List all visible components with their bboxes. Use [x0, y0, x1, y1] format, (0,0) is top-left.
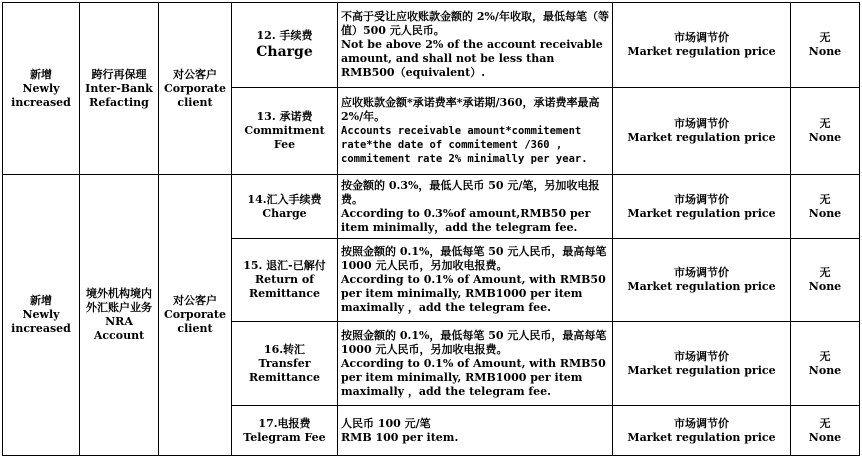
fee-description-cell	[338, 406, 613, 456]
remark-cell	[791, 88, 860, 175]
fee-description-en: RMB 100 per item.	[341, 430, 459, 444]
fee-description-zh: 人民币 100 元/笔	[341, 416, 431, 430]
price-cell	[613, 406, 791, 456]
business-en: NRA Account	[93, 315, 145, 342]
fee-description-zh: 按照金额的 0.1%，最低每笔 50 元人民币，最高每笔 1000 元人民币，另加收电报费。	[341, 328, 607, 356]
fee-description-en: Accounts receivable amount*commitement rate*the date of commitement /360 , commitement rate 2% minimally per year.	[341, 125, 588, 165]
price-zh: 市场调节价	[674, 266, 729, 279]
price-cell	[613, 239, 791, 322]
price-cell	[613, 322, 791, 406]
fee-name-zh: 17.电报费	[258, 416, 311, 430]
fee-table	[2, 2, 860, 456]
fee-description-cell	[338, 88, 613, 175]
price-en: Market regulation price	[627, 45, 776, 58]
fee-name-cell	[232, 175, 338, 239]
client-cell	[159, 3, 232, 175]
remark-cell	[791, 175, 860, 239]
status-zh: 新增	[30, 67, 52, 81]
fee-name-en: Telegram Fee	[243, 430, 326, 444]
remark-en: None	[808, 131, 842, 144]
client-zh: 对公客户	[173, 67, 217, 81]
fee-description-cell	[338, 3, 613, 88]
status-zh: 新增	[30, 294, 52, 307]
fee-name-en: Transfer Remittance	[249, 356, 320, 384]
price-en: Market regulation price	[627, 363, 776, 377]
business-zh: 境外机构境内外汇账户业务	[86, 287, 152, 314]
fee-description-en: According to 0.1% of Amount, with RMB50 per item minimally, RMB1000 per item maximally ，add the telegram fee.	[341, 356, 606, 398]
fee-name-cell	[232, 239, 338, 322]
remark-zh: 无	[819, 31, 831, 44]
price-cell	[613, 88, 791, 175]
fee-description-cell	[338, 175, 613, 239]
business-zh: 跨行再保理	[91, 67, 147, 81]
remark-cell	[791, 406, 860, 456]
fee-description-zh: 按金额的 0.3%，最低人民币 50 元/笔，另加收电报费。	[341, 178, 600, 206]
price-en: Market regulation price	[627, 206, 776, 220]
fee-description-zh: 不高于受让应收账款金额的 2%/年收取，最低每笔（等值）500 元人民币。	[341, 10, 609, 37]
price-en: Market regulation price	[627, 430, 776, 444]
price-zh: 市场调节价	[674, 31, 729, 44]
price-zh: 市场调节价	[674, 117, 729, 130]
remark-zh: 无	[819, 349, 831, 363]
status-cell	[3, 3, 80, 175]
fee-description-en: According to 0.3%of amount,RMB50 per item minimally，add the telegram fee.	[341, 206, 591, 234]
price-en: Market regulation price	[627, 280, 776, 293]
remark-zh: 无	[819, 117, 831, 130]
fee-name-en: Commitment Fee	[244, 124, 325, 151]
price-zh: 市场调节价	[674, 192, 729, 206]
business-cell	[80, 3, 159, 175]
table-row	[3, 3, 860, 88]
fee-name-en: Return of Remittance	[249, 273, 320, 300]
remark-cell	[791, 3, 860, 88]
fee-description-zh: 应收账款金额*承诺费率*承诺期/360，承诺费率最高 2%/年。	[341, 96, 600, 123]
price-cell	[613, 175, 791, 239]
fee-description-en: According to 0.1% of Amount, with RMB50 per item minimally, RMB1000 per item maximally ，add the telegram fee.	[341, 273, 606, 314]
remark-en: None	[808, 430, 842, 444]
fee-name-cell	[232, 322, 338, 406]
fee-name-zh: 15. 退汇-已解付	[243, 259, 326, 272]
business-cell	[80, 175, 159, 456]
remark-zh: 无	[819, 192, 831, 206]
remark-en: None	[808, 363, 842, 377]
fee-description-cell	[338, 322, 613, 406]
fee-name-zh: 13. 承诺费	[256, 110, 313, 123]
fee-name-cell	[232, 3, 338, 88]
business-en: Inter-Bank Refacting	[85, 81, 153, 109]
fee-description-zh: 按照金额的 0.1%，最低每笔 50 元人民币，最高每笔 1000 元人民币，另加收电报费。	[341, 245, 607, 272]
fee-name-zh: 14.汇入手续费	[247, 192, 322, 206]
status-cell	[3, 175, 80, 456]
fee-name-cell	[232, 88, 338, 175]
client-zh: 对公客户	[173, 294, 217, 307]
status-en: Newly increased	[11, 81, 71, 109]
remark-zh: 无	[819, 266, 831, 279]
price-zh: 市场调节价	[674, 416, 729, 430]
fee-name-zh: 16.转汇	[263, 342, 306, 356]
price-cell	[613, 3, 791, 88]
client-en: Corporate client	[164, 308, 226, 335]
remark-cell	[791, 322, 860, 406]
remark-en: None	[808, 45, 842, 58]
table-row	[3, 175, 860, 239]
fee-name-zh: 12. 手续费	[256, 29, 313, 42]
fee-description-en: Not be above 2% of the account receivable amount, and shall not be less than RMB500（equivalent）.	[341, 38, 603, 79]
fee-name-en: Charge	[262, 206, 307, 220]
fee-description-cell	[338, 239, 613, 322]
remark-cell	[791, 239, 860, 322]
client-en: Corporate client	[164, 81, 226, 109]
status-en: Newly increased	[11, 308, 71, 335]
price-zh: 市场调节价	[674, 349, 729, 363]
fee-name-en: Charge	[256, 44, 313, 60]
remark-en: None	[808, 206, 842, 220]
fee-name-cell	[232, 406, 338, 456]
price-en: Market regulation price	[627, 131, 776, 144]
remark-en: None	[808, 280, 842, 293]
client-cell	[159, 175, 232, 456]
remark-zh: 无	[819, 416, 831, 430]
